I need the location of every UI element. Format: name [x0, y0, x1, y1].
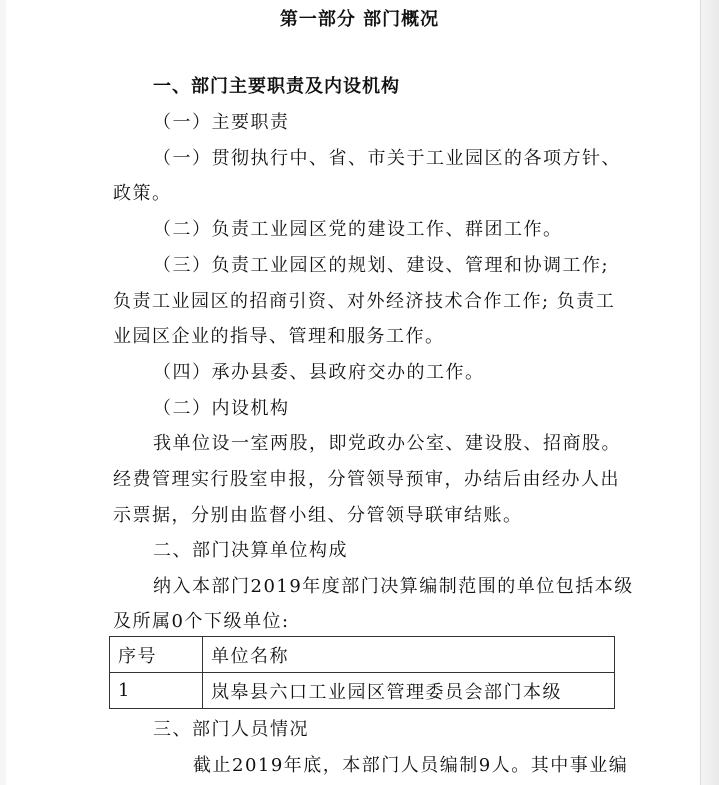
scope-line2: 及所属0个下级单位: [113, 611, 290, 632]
duty3-line2: 负责工业园区的招商引资、对外经济技术合作工作; 负责工 [113, 291, 616, 312]
section1-heading: 一、部门主要职责及内设机构 [153, 76, 400, 97]
duty2: （二）负责工业园区党的建设工作、群团工作。 [153, 219, 563, 240]
staff-line1: 截止2019年底，本部门人员编制9人。其中事业编 [193, 755, 629, 776]
sub2-heading: （二）内设机构 [153, 398, 290, 419]
page-title: 第一部分 部门概况 [279, 9, 440, 30]
duty4: （四）承办县委、县政府交办的工作。 [153, 362, 485, 383]
table-cell: 1 [110, 673, 203, 709]
table-row [110, 673, 615, 709]
duty3-line1: （三）负责工业园区的规划、建设、管理和协调工作; [153, 255, 610, 276]
table-header-cell: 单位名称 [203, 637, 615, 673]
duty3-line3: 业园区企业的指导、管理和服务工作。 [113, 326, 445, 347]
units-table [109, 636, 615, 709]
section2-heading: 二、部门决算单位构成 [153, 540, 348, 561]
section3-heading: 三、部门人员情况 [153, 719, 309, 740]
sub1-heading: （一）主要职责 [153, 112, 290, 133]
duty1-line1: （一）贯彻执行中、省、市关于工业园区的各项方针、 [153, 148, 621, 169]
scope-line1: 纳入本部门2019年度部门决算编制范围的单位包括本级 [153, 576, 634, 597]
duty1-line2: 政策。 [113, 183, 172, 204]
table-header-row [110, 637, 615, 673]
org-line1: 我单位设一室两股，即党政办公室、建设股、招商股。 [153, 433, 621, 454]
table-header-cell: 序号 [110, 637, 203, 673]
org-line2: 经费管理实行股室申报，分管领导预审，办结后由经办人出 [113, 469, 620, 490]
org-line3: 示票据，分别由监督小组、分管领导联审结账。 [113, 505, 523, 526]
table-cell: 岚皋县六口工业园区管理委员会部门本级 [203, 673, 615, 709]
